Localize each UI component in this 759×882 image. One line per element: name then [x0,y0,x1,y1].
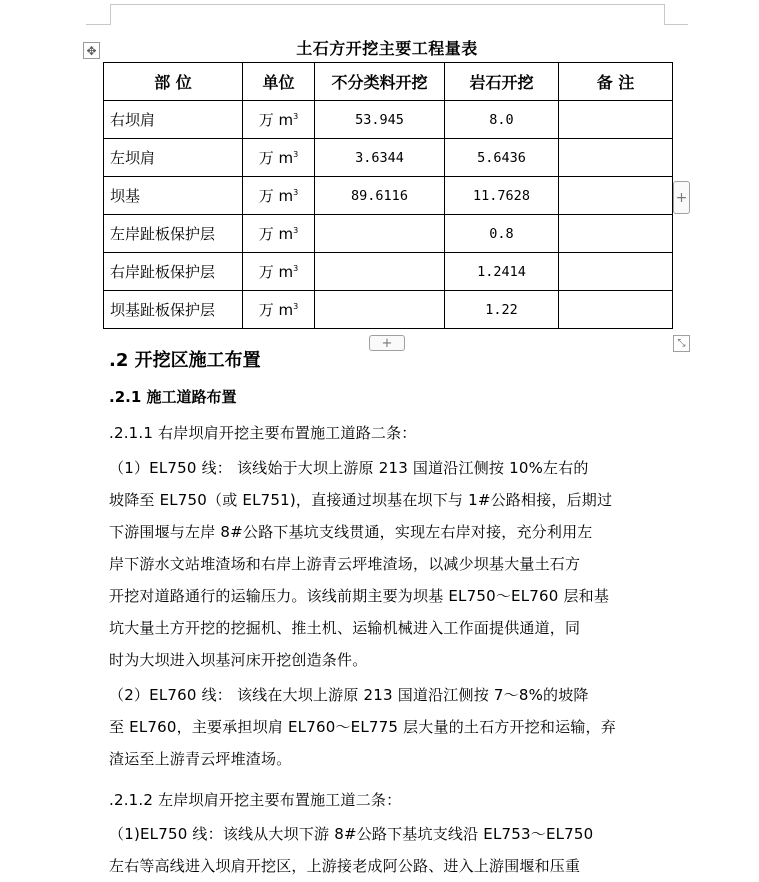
unit-superscript: 3 [293,226,299,235]
unit-superscript: 3 [293,264,299,273]
header-unit[interactable]: 单位 [243,63,315,101]
body-line: 开挖对道路通行的运输压力。该线前期主要为坝基 EL750～EL760 层和基 [109,587,610,605]
unit-superscript: 3 [293,188,299,197]
cell-location[interactable]: 右岸趾板保护层 [104,253,243,291]
cell-rock[interactable]: 1.22 [445,291,559,329]
cell-note[interactable] [559,253,673,291]
unit-text: 万 m [258,187,294,205]
body-line: 坑大量土方开挖的挖掘机、推土机、运输机械进入工作面提供通道，同 [109,619,581,637]
body-line: 至 EL760，主要承担坝肩 EL760～EL775 层大量的土石方开挖和运输，弃 [109,718,616,736]
plus-icon: + [675,189,688,206]
cell-soil[interactable]: 53.945 [315,101,445,139]
table-header-row [104,63,673,101]
cell-note[interactable] [559,215,673,253]
plus-icon: + [381,335,393,351]
cell-rock[interactable]: 1.2414 [445,253,559,291]
page-top-margin-line [110,4,665,5]
header-remarks[interactable]: 备 注 [559,63,673,101]
page-corner-mark-right-vertical [664,4,665,25]
cell-soil[interactable] [315,215,445,253]
cell-location[interactable]: 右坝肩 [104,101,243,139]
body-line: 渣运至上游青云坪堆渣场。 [109,750,292,768]
body-line: 坡降至 EL750（或 EL751)，直接通过坝基在坝下与 1#公路相接，后期过 [109,491,613,509]
cell-unit[interactable] [243,177,315,215]
cell-note[interactable] [559,139,673,177]
unit-text: 万 m [258,111,294,129]
header-location[interactable]: 部 位 [104,63,243,101]
unit-text: 万 m [258,149,294,167]
add-column-button[interactable] [673,181,690,214]
cell-note[interactable] [559,177,673,215]
cell-unit[interactable] [243,291,315,329]
body-line: .2.1.2 左岸坝肩开挖主要布置施工道二条： [109,791,402,809]
cell-soil[interactable] [315,291,445,329]
page-corner-mark-right [664,24,688,25]
body-line: （2）EL760 线： 该线在大坝上游原 213 国道沿江侧按 7～8%的坡降 [109,686,589,704]
table-row [104,215,673,253]
unit-text: 万 m [258,301,294,319]
body-line: 下游围堰与左岸 8#公路下基坑支线贯通，实现左右岸对接，充分利用左 [109,523,593,541]
table-move-handle-icon[interactable]: ✥ [83,42,100,59]
header-soil-excavation[interactable]: 不分类料开挖 [315,63,445,101]
unit-superscript: 3 [293,150,299,159]
page-corner-mark-left [86,24,110,25]
table-title: 土石方开挖主要工程量表 [296,39,478,58]
body-line: 岸下游水文站堆渣场和右岸上游青云坪堆渣场，以减少坝基大量土石方 [109,555,581,573]
cell-note[interactable] [559,291,673,329]
table-row [104,139,673,177]
cell-unit[interactable] [243,253,315,291]
table-row [104,177,673,215]
cell-location[interactable]: 坝基趾板保护层 [104,291,243,329]
cell-location[interactable]: 坝基 [104,177,243,215]
subsection-heading: .2.1 施工道路布置 [109,388,237,406]
header-rock-excavation[interactable]: 岩石开挖 [445,63,559,101]
cell-soil[interactable]: 3.6344 [315,139,445,177]
quantity-table[interactable] [103,62,673,329]
section-heading: .2 开挖区施工布置 [109,350,261,371]
table-row [104,253,673,291]
body-line: 时为大坝进入坝基河床开挖创造条件。 [109,651,368,669]
cell-rock[interactable]: 0.8 [445,215,559,253]
table-row [104,101,673,139]
body-line: 左右等高线进入坝肩开挖区，上游接老成阿公路、进入上游围堰和压重 [109,857,581,875]
cell-note[interactable] [559,101,673,139]
cell-rock[interactable]: 8.0 [445,101,559,139]
unit-superscript: 3 [293,302,299,311]
cell-unit[interactable] [243,139,315,177]
unit-text: 万 m [258,225,294,243]
cell-location[interactable]: 左岸趾板保护层 [104,215,243,253]
cell-rock[interactable]: 5.6436 [445,139,559,177]
cell-unit[interactable] [243,101,315,139]
table-row [104,291,673,329]
body-line: （1)EL750 线：该线从大坝下游 8#公路下基坑支线沿 EL753～EL750 [109,825,594,843]
cell-unit[interactable] [243,215,315,253]
body-line: .2.1.1 右岸坝肩开挖主要布置施工道路二条： [109,424,417,442]
cell-soil[interactable] [315,253,445,291]
cell-location[interactable]: 左坝肩 [104,139,243,177]
table-resize-handle-icon[interactable]: ⤡ [673,335,690,352]
add-row-button[interactable] [369,335,405,351]
page-corner-mark-left-vertical [110,4,111,25]
cell-rock[interactable]: 11.7628 [445,177,559,215]
cell-soil[interactable]: 89.6116 [315,177,445,215]
unit-superscript: 3 [293,112,299,121]
unit-text: 万 m [258,263,294,281]
body-line: （1）EL750 线： 该线始于大坝上游原 213 国道沿江侧按 10%左右的 [109,459,589,477]
